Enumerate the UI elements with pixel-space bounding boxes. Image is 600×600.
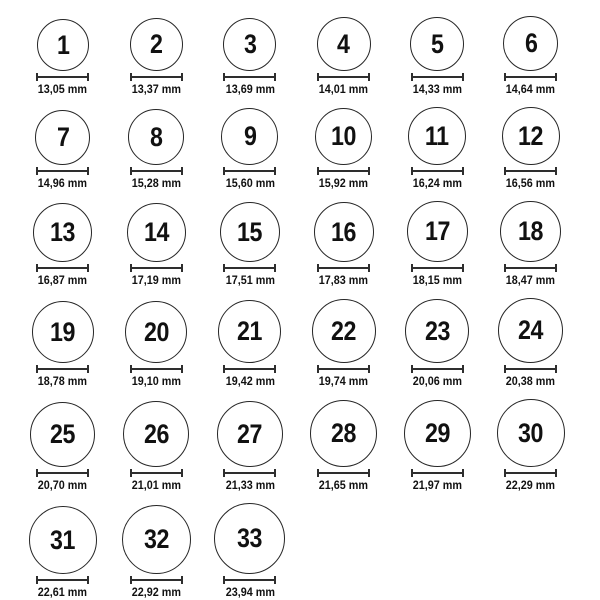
ring-size-number: 8 [150, 121, 163, 152]
measure-tick-right-icon [555, 365, 557, 373]
diameter-label: 22,92 mm [131, 585, 181, 599]
diameter-measure-line [411, 73, 464, 81]
diameter-measure-line [223, 264, 276, 272]
diameter-measure-line [130, 264, 183, 272]
ring-size-number: 17 [424, 216, 450, 246]
diameter-measure-line [504, 365, 557, 373]
diameter-label: 21,65 mm [318, 478, 369, 492]
measure-tick-right-icon [87, 469, 89, 477]
ring-circle [502, 107, 560, 165]
diameter-label: 16,56 mm [506, 176, 556, 190]
measure-tick-right-icon [462, 264, 464, 272]
measure-line [36, 368, 89, 370]
diameter-measure-line [504, 167, 557, 175]
measure-line [504, 472, 557, 474]
diameter-label: 13,69 mm [225, 82, 275, 96]
diameter-label: 17,83 mm [318, 273, 369, 287]
ring-size-item [128, 109, 184, 189]
diameter-label: 13,37 mm [131, 82, 181, 96]
ring-circle [404, 400, 471, 467]
diameter-label: 21,33 mm [225, 478, 275, 492]
diameter-measure-line [504, 469, 557, 477]
diameter-label: 16,24 mm [412, 176, 462, 190]
measure-line [36, 267, 89, 269]
ring-circle [30, 402, 95, 467]
diameter-measure-line [317, 365, 370, 373]
measure-tick-right-icon [181, 365, 183, 373]
ring-size-number: 5 [430, 28, 444, 59]
diameter-label: 17,19 mm [131, 273, 181, 287]
diameter-label: 20,70 mm [38, 478, 88, 492]
measure-tick-right-icon [87, 365, 89, 373]
ring-size-item [407, 201, 468, 286]
diameter-measure-line [223, 365, 276, 373]
ring-size-number: 29 [424, 418, 450, 448]
measure-line [317, 76, 370, 78]
ring-size-number: 26 [143, 418, 169, 449]
diameter-measure-line [130, 576, 183, 584]
ring-size-item [35, 19, 90, 95]
ring-size-item [503, 16, 558, 95]
ring-circle [314, 202, 374, 262]
ring-size-item [218, 300, 281, 387]
diameter-measure-line [317, 167, 370, 175]
ring-size-item [497, 399, 565, 491]
measure-tick-right-icon [368, 73, 370, 81]
diameter-label: 15,60 mm [225, 176, 275, 190]
diameter-measure-line [130, 167, 183, 175]
ring-circle [32, 301, 94, 363]
measure-line [223, 170, 276, 172]
measure-tick-right-icon [462, 167, 464, 175]
measure-tick-right-icon [274, 264, 276, 272]
diameter-label: 20,38 mm [506, 374, 556, 388]
measure-line [130, 267, 183, 269]
ring-size-number: 11 [425, 120, 450, 151]
diameter-label: 13,05 mm [38, 82, 88, 96]
diameter-label: 19,10 mm [131, 374, 181, 388]
ring-size-number: 31 [50, 524, 76, 555]
ring-size-item [123, 401, 189, 491]
measure-line [504, 368, 557, 370]
ring-size-number: 13 [50, 217, 76, 247]
ring-size-item [498, 298, 563, 387]
diameter-measure-line [411, 167, 464, 175]
diameter-label: 19,42 mm [225, 374, 275, 388]
diameter-label: 18,47 mm [506, 273, 556, 287]
ring-size-number: 4 [337, 28, 350, 59]
ring-size-item [122, 505, 191, 598]
diameter-label: 22,61 mm [38, 585, 88, 599]
size-row [16, 503, 600, 598]
ring-size-item [405, 299, 469, 387]
ring-size-item [404, 400, 471, 491]
ring-size-item [223, 18, 278, 95]
ring-size-item [221, 108, 278, 189]
measure-tick-right-icon [87, 576, 89, 584]
diameter-label: 22,29 mm [506, 478, 556, 492]
ring-size-number: 16 [331, 216, 357, 247]
measure-tick-right-icon [368, 167, 370, 175]
ring-circle [310, 400, 377, 467]
ring-size-item [500, 201, 561, 286]
ring-size-item [33, 203, 92, 286]
ring-circle [217, 401, 283, 467]
measure-tick-right-icon [274, 73, 276, 81]
ring-circle [214, 503, 285, 574]
measure-line [317, 170, 370, 172]
ring-size-number: 25 [50, 419, 76, 449]
ring-circle [407, 201, 468, 262]
ring-size-item [129, 18, 184, 95]
diameter-label: 14,96 mm [38, 176, 88, 190]
measure-tick-right-icon [181, 469, 183, 477]
diameter-label: 20,06 mm [412, 374, 462, 388]
size-row [16, 399, 600, 491]
ring-circle [29, 506, 97, 574]
diameter-measure-line [223, 167, 276, 175]
measure-line [223, 368, 276, 370]
size-row [16, 107, 600, 189]
ring-size-item [316, 17, 371, 95]
measure-tick-right-icon [274, 365, 276, 373]
ring-size-number: 12 [518, 120, 544, 151]
measure-tick-right-icon [368, 264, 370, 272]
measure-line [36, 170, 89, 172]
ring-size-number: 10 [331, 121, 357, 151]
diameter-measure-line [504, 73, 557, 81]
ring-size-item [410, 17, 465, 95]
ring-circle [408, 107, 466, 165]
ring-size-number: 27 [237, 418, 263, 449]
measure-line [36, 76, 89, 78]
ring-circle [130, 18, 183, 71]
measure-line [130, 76, 183, 78]
diameter-measure-line [504, 264, 557, 272]
diameter-measure-line [36, 365, 89, 373]
measure-line [130, 579, 183, 581]
measure-tick-right-icon [274, 167, 276, 175]
measure-tick-right-icon [555, 73, 557, 81]
ring-size-item [29, 506, 97, 598]
diameter-measure-line [36, 167, 89, 175]
ring-circle [312, 299, 376, 363]
ring-circle [500, 201, 561, 262]
ring-size-number: 21 [237, 316, 263, 346]
diameter-measure-line [411, 469, 464, 477]
diameter-measure-line [130, 365, 183, 373]
ring-size-number: 9 [243, 121, 257, 151]
diameter-label: 21,97 mm [412, 478, 462, 492]
measure-tick-right-icon [368, 469, 370, 477]
diameter-label: 16,87 mm [38, 273, 88, 287]
measure-line [504, 267, 557, 269]
diameter-label: 21,01 mm [131, 478, 181, 492]
measure-line [36, 579, 89, 581]
ring-size-number: 15 [237, 216, 263, 247]
ring-size-number: 18 [518, 216, 544, 246]
measure-line [130, 472, 183, 474]
measure-line [130, 170, 183, 172]
measure-line [317, 368, 370, 370]
diameter-measure-line [223, 73, 276, 81]
ring-size-number: 6 [524, 28, 538, 58]
ring-size-number: 23 [424, 315, 450, 346]
ring-circle [315, 108, 372, 165]
measure-line [504, 76, 557, 78]
ring-size-item [314, 202, 374, 286]
measure-tick-right-icon [462, 73, 464, 81]
diameter-label: 17,51 mm [225, 273, 275, 287]
size-row [16, 298, 600, 387]
ring-size-item [315, 108, 372, 189]
ring-circle [35, 110, 90, 165]
diameter-measure-line [130, 73, 183, 81]
ring-size-number: 7 [56, 122, 70, 152]
measure-line [223, 76, 276, 78]
measure-line [317, 472, 370, 474]
measure-tick-right-icon [462, 365, 464, 373]
ring-circle [127, 203, 186, 262]
ring-size-item [502, 107, 560, 189]
measure-line [504, 170, 557, 172]
ring-size-number: 2 [150, 29, 163, 59]
ring-size-number: 19 [50, 316, 76, 347]
measure-tick-right-icon [181, 167, 183, 175]
measure-line [411, 170, 464, 172]
diameter-label: 18,15 mm [412, 273, 462, 287]
measure-tick-right-icon [368, 365, 370, 373]
ring-circle [221, 108, 278, 165]
ring-circle [405, 299, 469, 363]
ring-size-number: 24 [518, 315, 544, 345]
measure-line [317, 267, 370, 269]
ring-circle [33, 203, 92, 262]
diameter-label: 15,92 mm [318, 176, 369, 190]
ring-size-item [408, 107, 466, 189]
ring-size-item [125, 301, 187, 387]
ring-size-item [35, 110, 90, 189]
diameter-label: 18,78 mm [38, 374, 88, 388]
ring-size-number: 32 [143, 524, 169, 554]
ring-size-item [214, 503, 285, 598]
ring-circle [497, 399, 565, 467]
measure-line [223, 579, 276, 581]
diameter-measure-line [36, 264, 89, 272]
ring-size-number: 1 [56, 29, 70, 60]
measure-line [411, 368, 464, 370]
diameter-measure-line [317, 264, 370, 272]
diameter-measure-line [130, 469, 183, 477]
measure-tick-right-icon [274, 469, 276, 477]
measure-line [130, 368, 183, 370]
size-row [16, 201, 600, 286]
ring-circle [503, 16, 558, 71]
measure-tick-right-icon [555, 469, 557, 477]
measure-tick-right-icon [462, 469, 464, 477]
diameter-measure-line [317, 73, 370, 81]
measure-tick-right-icon [87, 264, 89, 272]
diameter-measure-line [36, 576, 89, 584]
ring-size-item [127, 203, 186, 286]
ring-size-number: 33 [237, 523, 263, 553]
measure-tick-right-icon [181, 264, 183, 272]
diameter-label: 15,28 mm [131, 176, 181, 190]
ring-size-number: 28 [331, 418, 357, 448]
measure-tick-right-icon [274, 576, 276, 584]
ring-circle [37, 19, 89, 71]
diameter-label: 14,01 mm [318, 82, 369, 96]
diameter-measure-line [223, 576, 276, 584]
ring-size-item [310, 400, 377, 491]
ring-size-item [217, 401, 283, 491]
ring-size-item [220, 202, 280, 286]
ring-circle [128, 109, 184, 165]
ring-circle [223, 18, 276, 71]
ring-size-item [32, 301, 94, 387]
ring-size-item [30, 402, 95, 491]
measure-line [411, 267, 464, 269]
diameter-label: 23,94 mm [225, 585, 275, 599]
measure-tick-right-icon [181, 576, 183, 584]
measure-tick-right-icon [87, 167, 89, 175]
measure-line [411, 76, 464, 78]
ring-size-number: 3 [243, 29, 257, 59]
measure-line [223, 267, 276, 269]
measure-line [411, 472, 464, 474]
diameter-label: 14,33 mm [412, 82, 462, 96]
diameter-measure-line [317, 469, 370, 477]
ring-circle [125, 301, 187, 363]
diameter-measure-line [411, 365, 464, 373]
diameter-label: 19,74 mm [318, 374, 369, 388]
ring-size-number: 14 [143, 217, 169, 247]
ring-circle [220, 202, 280, 262]
measure-tick-right-icon [555, 264, 557, 272]
ring-size-item [312, 299, 376, 387]
ring-circle [317, 17, 371, 71]
measure-tick-right-icon [555, 167, 557, 175]
diameter-measure-line [36, 73, 89, 81]
diameter-measure-line [36, 469, 89, 477]
measure-tick-right-icon [87, 73, 89, 81]
size-row [16, 16, 600, 95]
ring-size-number: 30 [518, 417, 544, 448]
ring-size-number: 20 [143, 316, 169, 347]
diameter-label: 14,64 mm [506, 82, 556, 96]
measure-tick-right-icon [181, 73, 183, 81]
ring-size-number: 22 [331, 315, 357, 346]
ring-circle [218, 300, 281, 363]
ring-circle [498, 298, 563, 363]
diameter-measure-line [223, 469, 276, 477]
ring-circle [122, 505, 191, 574]
measure-line [223, 472, 276, 474]
ring-circle [123, 401, 189, 467]
ring-circle [410, 17, 464, 71]
diameter-measure-line [411, 264, 464, 272]
measure-line [36, 472, 89, 474]
